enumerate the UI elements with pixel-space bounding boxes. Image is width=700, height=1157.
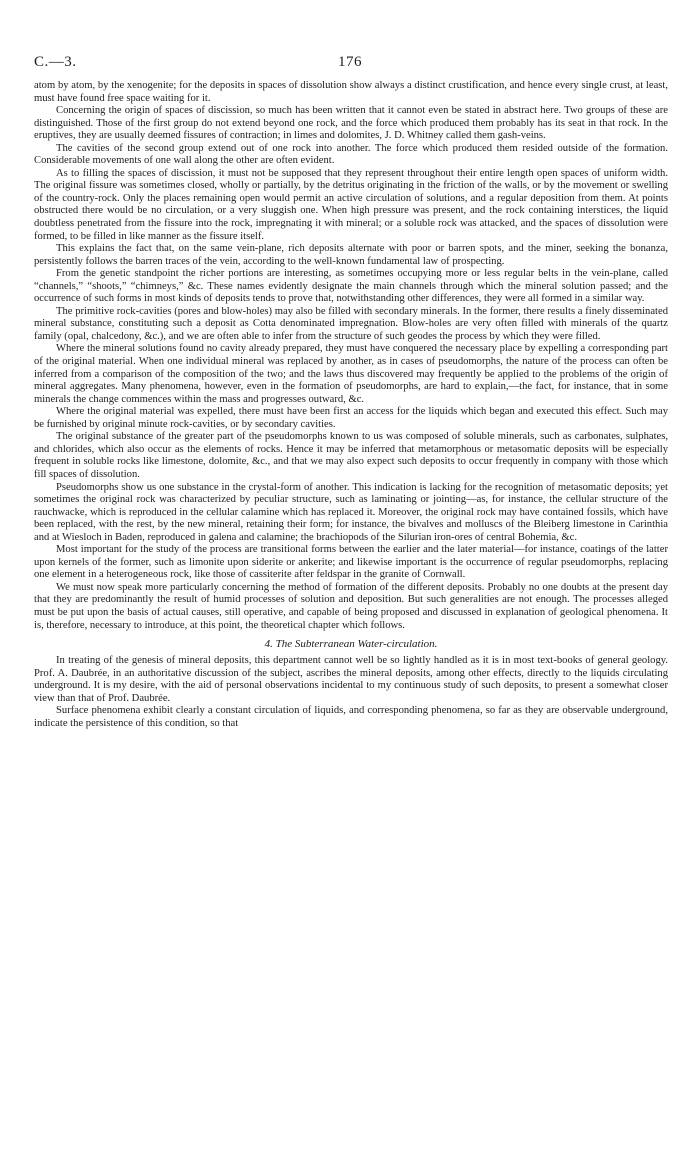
paragraph: The original substance of the greater part of the pseudomorphs known to us was composed of soluble minerals, such as carbonates, sulphates, and chlorides, which also occur as the elements of rocks. Hence it may be inferred that metamorphous or metasomatic deposits will be especially frequent in soluble rocks like limestone, dolomite, &c., and that we may also expect such deposits to occur frequently in company with those which fill spaces of dissolution. bbox=[34, 431, 668, 480]
paragraph: We must now speak more particularly concerning the method of formation of the different deposits. Probably no one doubts at the present day that they are predominantly the result of humid processes of solution and deposition. But such generalities are not enough. The processes alleged must be put upon the basis of actual causes, still operative, and capable of being proposed and discussed in explanation of geological phenomena. It is, therefore, necessary to introduce, at this point, the theoretical chapter which follows. bbox=[34, 581, 668, 631]
paragraph: Pseudomorphs show us one substance in the crystal-form of another. This indication is lacking for the recognition of metasomatic deposits; yet sometimes the original rock was characterized by peculiar structure, such as laminating or jointing—as, for instance, the cellular structure of the rauchwacke, which is reproduced in the cellular calamine which has replaced it. Moreover, the original rock may have contained fossils, which have been replaced, with the rest, by the new mineral, retaining their form; for instance, the bivalves and molluscs of the Bleiberg limestone in Carinthia and at Wiesloch in Baden, reproduced in galena and calamine; the brachiopods of the Silurian iron-ores of central Bohemia, &c. bbox=[34, 481, 668, 543]
document-page bbox=[34, 54, 668, 730]
paragraph: Where the mineral solutions found no cavity already prepared, they must have conquered the necessary place by expelling a corresponding part of the original material. When one individual mineral was replaced by another, as in cases of pseudomorphs, the nature of the process can often be inferred from a comparison of the composition of the two; and the laws thus discovered may frequently be applied to the problems of the origin of mineral aggregates. Many phenomena, however, even in the formation of pseudomorphs, are hard to explain,—the fact, for instance, that in some minerals the change commences within the mass and progresses outward, &c. bbox=[34, 343, 668, 405]
paragraph: The cavities of the second group extend out of one rock into another. The force which produced them resided outside of the formation. Considerable movements of one wall along the other are often evident. bbox=[34, 142, 668, 167]
document-code: C.—3. bbox=[34, 54, 77, 70]
body-text bbox=[34, 80, 668, 730]
paragraph: Where the original material was expelled, there must have been first an access for the liquids which began and executed this effect. Such may be furnished by original minute rock-cavities, or by secondary cavities. bbox=[34, 406, 668, 430]
section-heading: 4. The Subterranean Water-circulation. bbox=[264, 638, 438, 651]
paragraph: Surface phenomena exhibit clearly a constant circulation of liquids, and corresponding phenomena, so far as they are observable underground, indicate the persistence of this condition, so that bbox=[34, 705, 668, 729]
paragraph: As to filling the spaces of discission, it must not be supposed that they represent throughout their entire length open spaces of uniform width. The original fissure was sometimes closed, wholly or partially, by the detritus originating in the friction of the walls, or by the movement or swelling of the country-rock. Only the places remaining open would permit an active circulation of solutions, and a regular deposition from them. At points obstructed there would be no circulation, or a very sluggish one. When high pressure was present, and the rock containing interstices, the liquid doubtless penetrated from the fissure into the rock, impregnating it with mineral; or a soluble rock was attacked, and the spaces of dissolution were formed, to be filled in like manner as the fissure itself. bbox=[34, 167, 668, 242]
paragraph: In treating of the genesis of mineral deposits, this department cannot well be so lightly handled as it is in most text-books of general geology. Prof. A. Daubrée, in an authoritative discussion of the subject, ascribes the mineral deposits, among other effects, directly to the liquids circulating underground. It is my desire, with the aid of personal observations incidental to my continuous study of such deposits, to present a somewhat closer view than that of Prof. Daubrée. bbox=[34, 655, 668, 704]
page-number: 176 bbox=[338, 54, 362, 70]
paragraph: This explains the fact that, on the same vein-plane, rich deposits alternate with poor or barren spots, and the miner, seeking the bonanza, persistently follows the barren traces of the vein, according to the well-known fundamental law of prospecting. bbox=[34, 243, 668, 267]
paragraph: From the genetic standpoint the richer portions are interesting, as sometimes occupying more or less regular belts in the vein-plane, called “channels,” “shoots,” “chimneys,” &c. These names evidently designate the main channels through which the mineral solution passed; and the occurrence of such forms in most kinds of deposits tends to prove that, notwithstanding other differences, they were all formed in a similar way. bbox=[34, 268, 668, 305]
paragraph: Most important for the study of the process are transitional forms between the earlier and the later material—for instance, coatings of the latter upon kernels of the former, such as limonite upon siderite or ankerite; and likewise important is the occurrence of regular pseudomorphs, replacing one element in a heterogeneous rock, like those of cassiterite after feldspar in the granite of Cornwall. bbox=[34, 544, 668, 581]
paragraph: The primitive rock-cavities (pores and blow-holes) may also be filled with secondary minerals. In the former, there results a finely disseminated mineral substance, constituting such a deposit as Cotta denominated impregnation. Blow-holes are very often filled with minerals of the quartz family (opal, chalcedony, &c.), and we are often able to infer from the structure of such geodes the process by which they were filled. bbox=[34, 305, 668, 342]
paragraph: atom by atom, by the xenogenite; for the deposits in spaces of dissolution show always a distinct crustification, and hence every single crust, at least, must have found free space waiting for it. bbox=[34, 80, 668, 104]
paragraph: Concerning the origin of spaces of discission, so much has been written that it cannot even be stated in abstract here. Two groups of these are distinguished. Those of the first group do not extend beyond one rock, and the force which produced them probably has its seat in that rock. In the eruptives, they are usually deemed fissures of contraction; in limes and dolomites, J. D. Whitney called them gash-veins. bbox=[34, 105, 668, 142]
running-header bbox=[34, 54, 668, 76]
